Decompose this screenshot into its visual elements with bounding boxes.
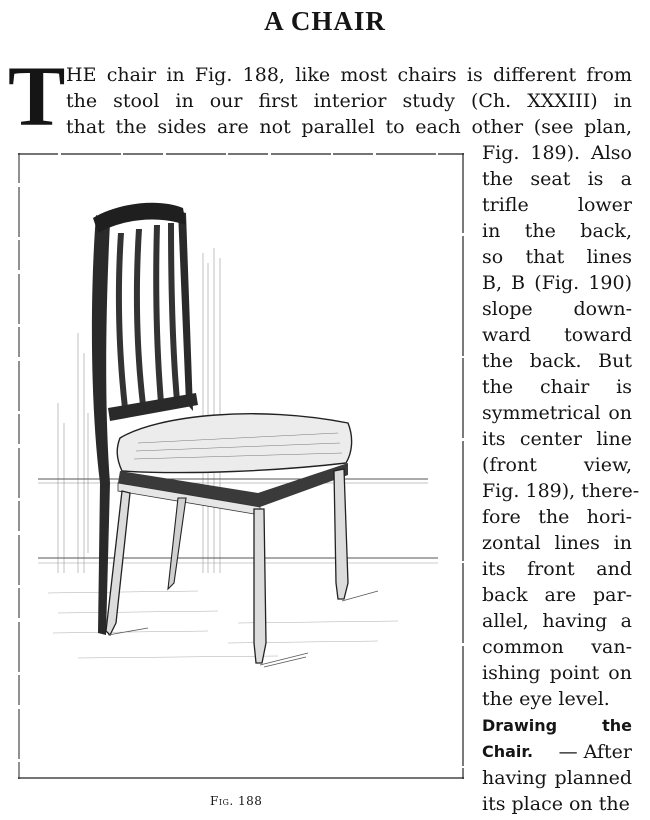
column-line: allel, having a (482, 610, 632, 632)
column-line: the chair is (482, 376, 632, 398)
column-line: trifle lower (482, 194, 632, 216)
intro-line-2: the stool in our first interior study (Ch. XXXIII) in (66, 90, 632, 112)
column-line: the back. But (482, 350, 632, 372)
intro-line-1: HE chair in Fig. 188, like most chairs is different from (66, 64, 632, 86)
subhead-line-2 (482, 739, 632, 765)
subhead-bold-word: Chair. (482, 742, 534, 761)
chair-illustration (18, 153, 464, 779)
column-line: fore the hori- (482, 506, 632, 528)
page-title: A CHAIR (264, 6, 386, 36)
column-line: zontal lines in (482, 532, 632, 554)
column-line: Fig. 189). Also (482, 142, 632, 164)
column-line: B, B (Fig. 190) (482, 272, 632, 294)
column-line: its center line (482, 428, 632, 450)
column-line: Fig. 189), there- (482, 480, 640, 502)
column-line: in the back, (482, 220, 632, 242)
subhead-rest: — After (558, 741, 632, 763)
column-line: ward toward (482, 324, 632, 346)
column-line: its front and (482, 558, 632, 580)
body-line: having planned (482, 767, 632, 789)
figure-caption: Fig. 188 (210, 794, 263, 808)
column-line: (front view, (482, 454, 632, 476)
subhead-line-1: Drawing the (482, 716, 632, 735)
column-line: so that lines (482, 246, 632, 268)
column-line: the eye level. (482, 688, 610, 710)
column-line: slope down- (482, 298, 632, 320)
column-line: ishing point on (482, 662, 632, 684)
column-line: symmetrical on (482, 402, 632, 424)
column-line: back are par- (482, 584, 632, 606)
intro-line-3: that the sides are not parallel to each other (see plan, (66, 116, 632, 138)
column-line: common van- (482, 636, 632, 658)
column-line: the seat is a (482, 168, 632, 190)
body-line: its place on the (482, 793, 630, 815)
drop-cap: T (8, 48, 66, 144)
